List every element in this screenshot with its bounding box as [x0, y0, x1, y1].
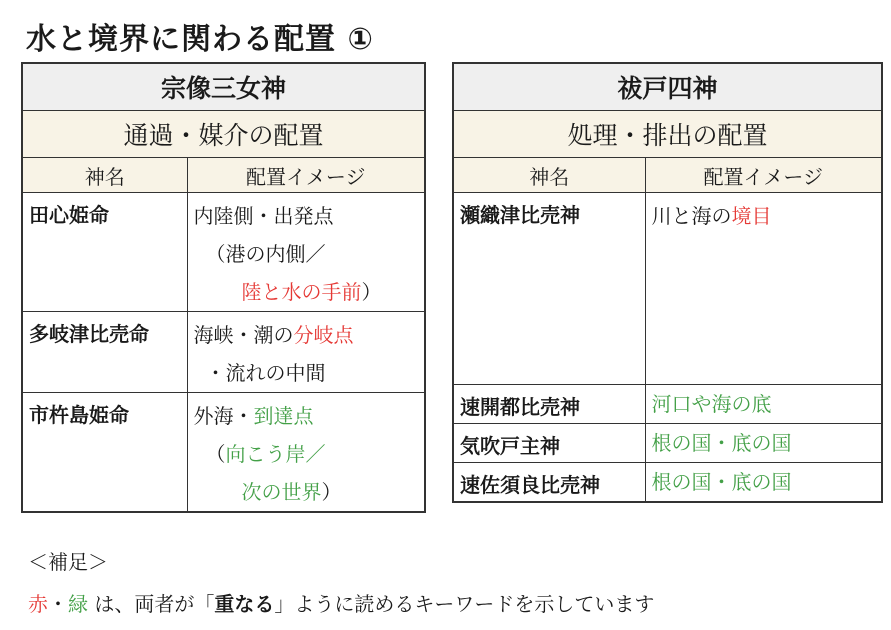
note-emphasis: 重なる — [214, 592, 275, 616]
note-heading: ＜補足＞ — [28, 550, 108, 574]
placement-text: 川と海の — [651, 204, 732, 228]
table-row — [453, 385, 882, 424]
placement-text: 外海・ — [193, 404, 254, 428]
deity-name: 田心姫命 — [22, 193, 187, 312]
note-body: 」ように読めるキーワードを示しています — [274, 592, 655, 616]
highlight-green: 到達点 — [253, 404, 314, 428]
highlight-green: 根の国・底の国 — [651, 431, 792, 455]
legend-green-word: 緑 — [68, 592, 88, 616]
placement-cell — [187, 312, 425, 393]
placement-line — [194, 316, 419, 354]
placement-text: ） — [361, 280, 382, 304]
table-subheader: 通過・媒介の配置 — [22, 111, 425, 158]
note-separator: ・ — [48, 592, 68, 616]
page-title: 水と境界に関わる配置 ① — [26, 22, 374, 57]
placement-line: 内陸側・出発点 — [193, 204, 334, 228]
placement-cell — [187, 193, 425, 312]
table-row — [453, 193, 882, 385]
legend-red-word: 赤 — [28, 592, 48, 616]
table-row — [453, 463, 882, 502]
highlight-green: 次の世界 — [241, 480, 322, 504]
deity-name: 気吹戸主神 — [453, 424, 645, 463]
column-header-image: 配置イメージ — [187, 158, 425, 193]
highlight-red: 分岐点 — [293, 323, 354, 347]
munakata-table — [21, 62, 426, 513]
placement-line — [194, 273, 419, 311]
table-header: 祓戸四神 — [453, 63, 882, 111]
table-row — [22, 193, 425, 312]
highlight-green: 河口や海の底 — [651, 392, 772, 416]
highlight-red: 境目 — [731, 204, 772, 228]
table-row — [453, 424, 882, 463]
table-row — [22, 393, 425, 513]
placement-line: （港の内側／ — [205, 242, 326, 266]
placement-cell — [645, 424, 882, 463]
column-header-image: 配置イメージ — [645, 158, 882, 193]
highlight-green: 根の国・底の国 — [651, 470, 792, 494]
placement-cell — [645, 385, 882, 424]
column-header-name: 神名 — [22, 158, 187, 193]
placement-text: ） — [321, 480, 342, 504]
placement-line — [652, 197, 876, 235]
note-text — [28, 588, 654, 617]
table-subheader: 処理・排出の配置 — [453, 111, 882, 158]
deity-name: 瀬織津比売神 — [453, 193, 645, 385]
table-header: 宗像三女神 — [22, 63, 425, 111]
deity-name: 多岐津比売命 — [22, 312, 187, 393]
placement-line — [194, 435, 419, 473]
note-body: は、両者が「 — [88, 592, 215, 616]
table-row — [22, 312, 425, 393]
highlight-green: 向こう岸／ — [225, 442, 326, 466]
placement-cell — [645, 193, 882, 385]
deity-name: 速佐須良比売神 — [453, 463, 645, 502]
placement-cell — [187, 393, 425, 513]
placement-cell — [645, 463, 882, 502]
deity-name: 速開都比売神 — [453, 385, 645, 424]
haraedo-table — [452, 62, 883, 503]
placement-line — [194, 473, 419, 511]
deity-name: 市杵島姫命 — [22, 393, 187, 513]
placement-line: ・流れの中間 — [205, 361, 326, 385]
column-header-name: 神名 — [453, 158, 645, 193]
placement-line — [194, 397, 419, 435]
placement-text: （ — [205, 442, 226, 466]
placement-text: 海峡・潮の — [193, 323, 294, 347]
highlight-red: 陸と水の手前 — [241, 280, 362, 304]
